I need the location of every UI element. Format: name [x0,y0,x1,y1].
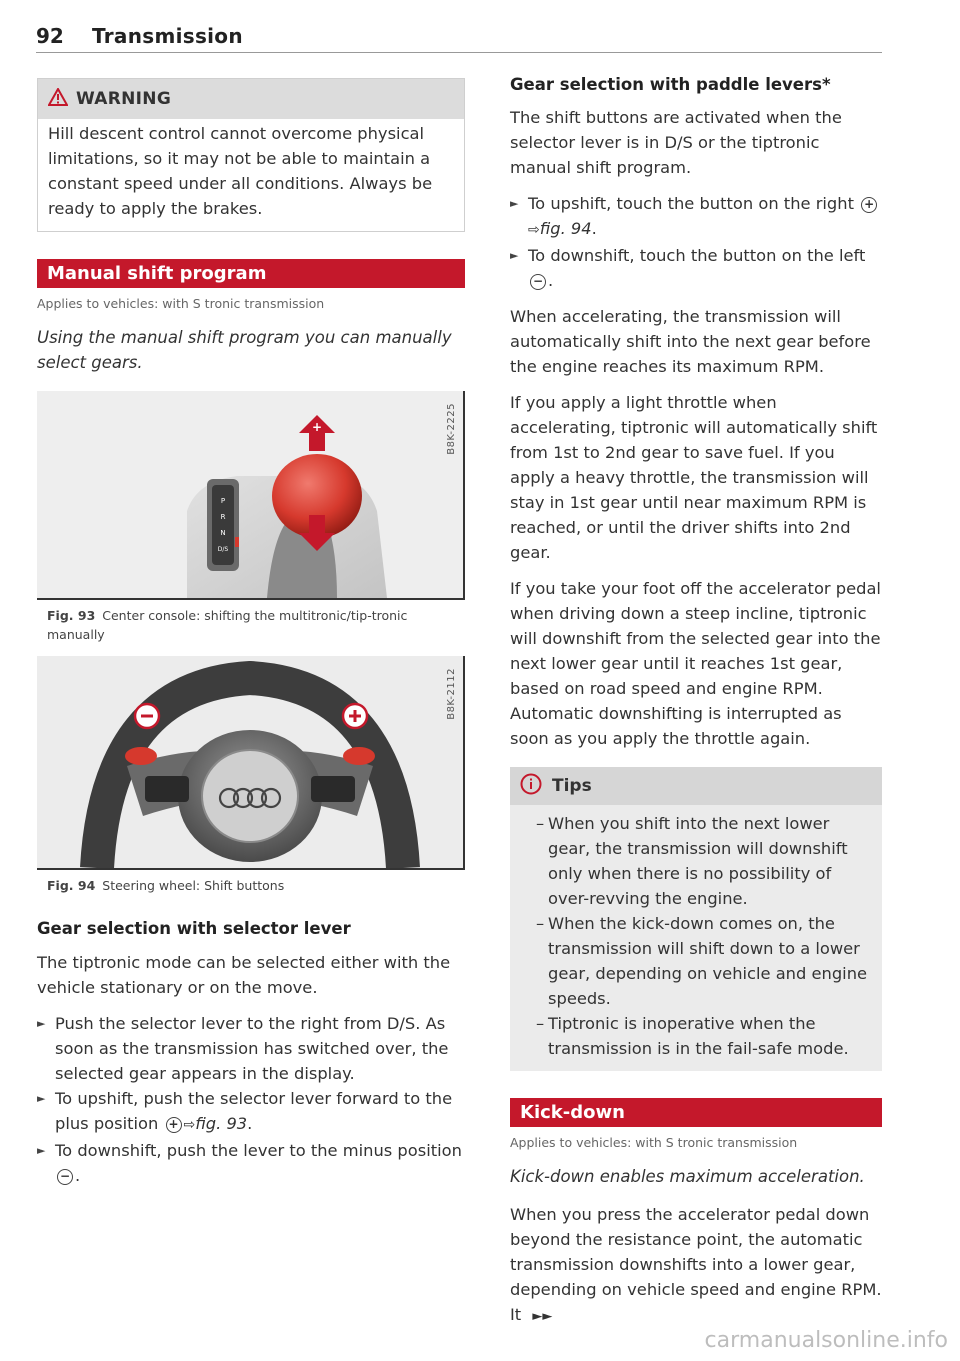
figure-94-caption [37,876,465,895]
kickdown-text-body: When you press the accelerator pedal down beyond the resistance point, the automatic transmission downshifts into a lower gear, depending on vehicle speed and engine RPM. It [510,1205,882,1324]
minus-circle-icon: − [57,1169,73,1185]
tips-body [510,805,882,1071]
tips-label: Tips [552,776,592,796]
svg-text:R: R [220,513,226,521]
tip-item: – When you shift into the next lower gear, the transmission will downshift only when there is no possibility of over-revving the engine. [520,811,872,911]
paddle-bullet-2: ► To downshift, touch the button on the left − . [510,243,882,293]
svg-text:N: N [220,529,226,537]
paddle-bullet-2-text: To downshift, touch the button on the left [528,246,866,265]
svg-text:P: P [220,497,226,505]
selector-bullet-3: ► To downshift, push the lever to the minus position − . [37,1138,465,1188]
selector-bullet-2-text: To upshift, push the selector lever forward to the plus position [55,1089,453,1133]
info-icon [520,773,542,799]
figure-93-caption [37,606,465,644]
page-header [36,22,882,53]
figure-93-number: Fig. 93 [47,608,96,623]
manual-shift-lead: Using the manual shift program you can manually select gears. [37,328,452,372]
gear-lever-illustration [37,391,463,598]
paddle-para-1: When accelerating, the transmission will automatically shift into the next gear before the engine reaches its maximum RPM. [510,307,871,376]
page-title: Transmission [92,24,243,48]
warning-label: WARNING [76,89,172,109]
selector-intro: The tiptronic mode can be selected either with the vehicle stationary or on the move. [37,953,451,997]
paddle-bullet-1-text: To upshift, touch the button on the right [528,194,854,213]
kickdown-heading: Kick-down [510,1098,882,1127]
steering-wheel-illustration [37,656,463,868]
page-number: 92 [36,24,64,48]
paddle-heading: Gear selection with paddle levers* [510,75,831,94]
figure-94-caption-text: Steering wheel: Shift buttons [102,878,285,893]
svg-text:D/S: D/S [217,546,229,553]
tips-box [510,767,882,1071]
paddle-intro: The shift buttons are activated when the selector lever is in D/S or the tiptronic manual shift program. [510,108,842,177]
reference-arrow-icon: ⇨ [528,222,540,238]
manual-shift-heading: Manual shift program [37,259,465,288]
fig-94-reference[interactable]: fig. 94 [539,219,592,238]
left-column [37,78,465,1188]
tips-header [510,767,882,805]
reference-arrow-icon: ⇨ [183,1117,196,1133]
figure-93-caption-text: Center console: shifting the multitronic/tip-tronic manually [47,608,408,642]
fig-93-reference[interactable]: fig. 93 [195,1114,248,1133]
plus-circle-icon: + [166,1117,182,1133]
continue-arrow-icon: ►► [532,1309,553,1324]
watermark: carmanualsonline.info [704,1328,948,1353]
selector-bullet-2: ► To upshift, push the selector lever forward to the plus position + ⇨fig. 93. [37,1086,465,1138]
tip-item: – Tiptronic is inoperative when the transmission is in the fail-safe mode. [520,1011,872,1061]
paddle-bullet-1: ► To upshift, touch the button on the right + ⇨fig. 94. [510,191,882,243]
warning-header [38,79,464,119]
selector-bullet-3-text: To downshift, push the lever to the minus position [55,1141,462,1160]
minus-circle-icon: − [530,274,546,290]
figure-94-number: Fig. 94 [47,878,96,893]
figure-94 [37,656,465,870]
figure-94-code: B8K-2112 [446,668,457,720]
selector-lever-heading: Gear selection with selector lever [37,919,351,938]
warning-text: Hill descent control cannot overcome physical limitations, so it may not be able to maintain a constant speed under all conditions. Always be ready to apply the brakes. [48,124,433,218]
plus-circle-icon: + [861,197,877,213]
selector-bullet-1: ► Push the selector lever to the right from D/S. As soon as the transmission has switched over, the selected gear appears in the display. [37,1011,465,1086]
paddle-para-2: If you apply a light throttle when accelerating, tiptronic will automatically shift from 1st to 2nd gear to save fuel. If you apply a heavy throttle, the transmission will stay in 1st gear until near maximum RPM is reached, or until the driver shifts into 2nd gear. [510,393,878,562]
warning-box [37,78,465,232]
figure-93 [37,391,465,600]
tip-item: – When the kick-down comes on, the transmission will shift down to a lower gear, depending on vehicle and engine speeds. [520,911,872,1011]
figure-93-code: B8K-2225 [446,403,457,455]
kickdown-text [510,1202,882,1329]
manual-shift-applies: Applies to vehicles: with S tronic transmission [37,296,325,311]
right-column [510,75,882,1329]
svg-text:+: + [311,420,323,434]
warning-triangle-icon [48,88,68,110]
paddle-para-3: If you take your foot off the accelerator pedal when driving down a steep incline, tiptronic will downshift from the selected gear into the next lower gear until it reaches 1st gear, based on road speed and engine RPM. Automatic downshifting is interrupted as soon as you apply the throttle again. [510,579,881,748]
kickdown-lead: Kick-down enables maximum acceleration. [510,1167,865,1186]
kickdown-applies: Applies to vehicles: with S tronic transmission [510,1135,798,1150]
